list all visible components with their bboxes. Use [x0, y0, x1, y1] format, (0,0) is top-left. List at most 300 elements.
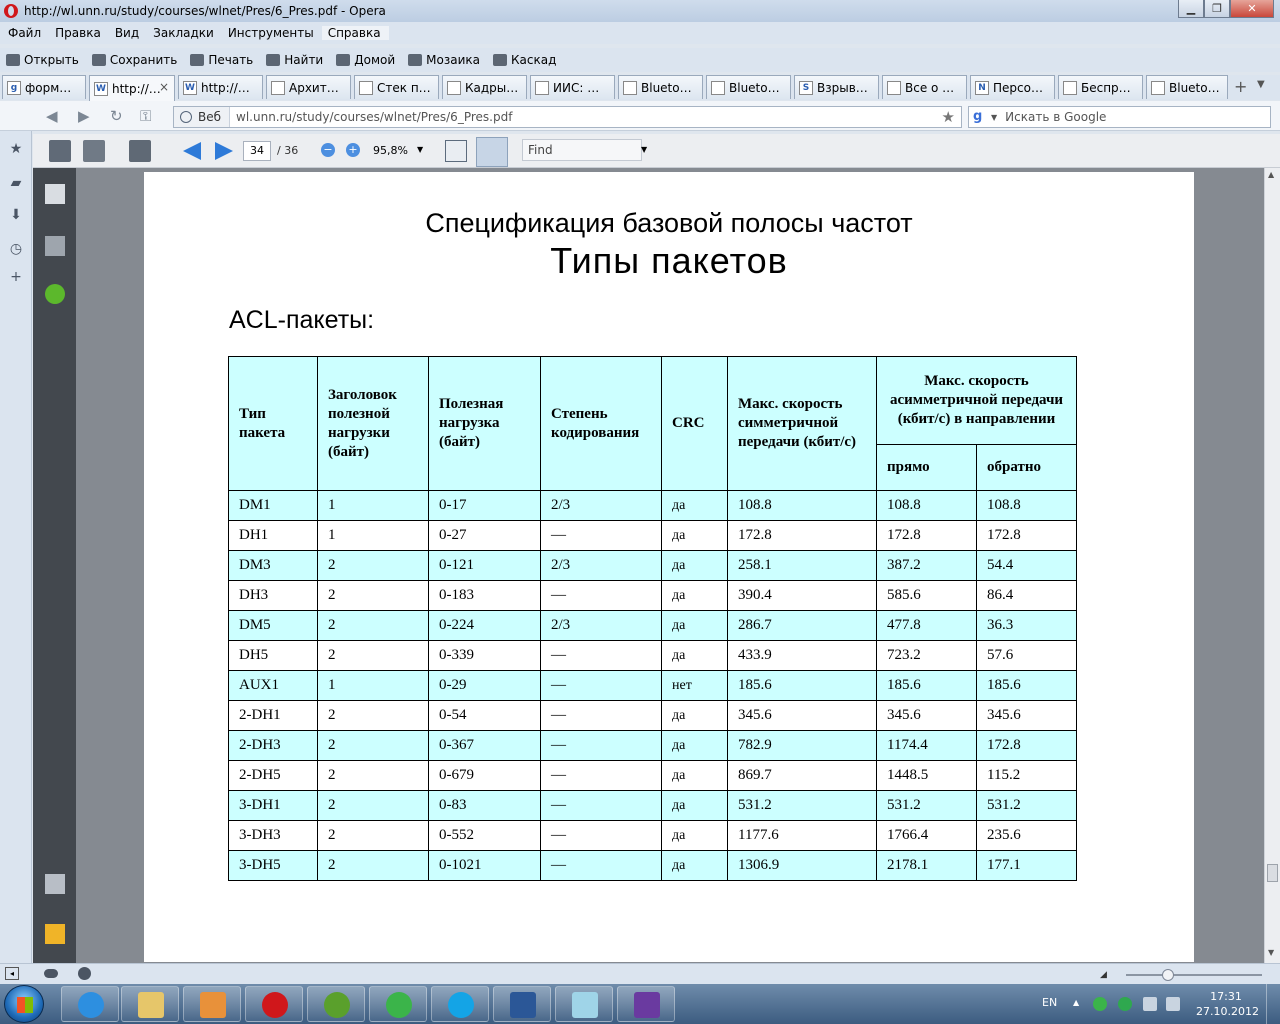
star-bookmark-icon[interactable]: ★ [941, 108, 955, 126]
tab-label: ИИС: … [553, 80, 600, 95]
cell-crc: да [662, 491, 728, 521]
personal-bar [0, 48, 1280, 72]
taskbar-mail-agent[interactable] [369, 986, 427, 1022]
notes-icon[interactable]: ▰ [10, 175, 22, 191]
windows-logo-icon [17, 997, 33, 1013]
home-label: Домой [354, 53, 396, 67]
header-payload: Полезная нагрузка (байт) [429, 357, 541, 491]
menu-view[interactable]: Вид [114, 26, 140, 40]
cell-symmetric: 286.7 [728, 611, 877, 641]
tab-label: Кадры… [465, 80, 519, 95]
history-clock-icon[interactable]: ◷ [9, 241, 23, 257]
tab-14[interactable] [1146, 75, 1228, 99]
page-number-input[interactable]: 34 [243, 141, 271, 161]
skype-icon [448, 992, 474, 1018]
cell-reverse: 115.2 [977, 761, 1077, 791]
cell-payload: 0-339 [429, 641, 541, 671]
menu-help[interactable]: Справка [322, 26, 389, 40]
tab-scroll-icon[interactable]: ▼ [1257, 79, 1265, 90]
tray-check-icon[interactable] [1093, 997, 1107, 1011]
comments-icon[interactable] [45, 924, 65, 944]
header-coding: Степень кодирования [541, 357, 662, 491]
header-crc: CRC [662, 357, 728, 491]
show-hidden-icons[interactable]: ▲ [1073, 998, 1080, 1007]
open-button[interactable] [6, 53, 79, 67]
clock-time: 17:31 [1210, 990, 1242, 1003]
url-text[interactable]: wl.unn.ru/study/courses/wlnet/Pres/6_Pres.pdf [236, 110, 513, 124]
zoom-dropdown-icon[interactable]: ▼ [417, 145, 424, 154]
taskbar-explorer[interactable] [121, 986, 179, 1022]
cell-crc: да [662, 701, 728, 731]
internet-explorer-icon [78, 992, 104, 1018]
cell-reverse: 345.6 [977, 701, 1077, 731]
find-dropdown-icon[interactable]: ▼ [641, 145, 648, 154]
cell-header-bytes: 1 [318, 521, 429, 551]
cell-reverse: 172.8 [977, 731, 1077, 761]
header-payload-header: Заголовок полезной нагрузки (байт) [318, 357, 429, 491]
taskbar [0, 984, 1280, 1024]
cell-coding: 2/3 [541, 611, 662, 641]
pdf-print-icon[interactable] [49, 140, 71, 162]
cell-symmetric: 258.1 [728, 551, 877, 581]
cell-type: 3-DH5 [229, 851, 318, 881]
downloads-icon[interactable]: ⬇ [10, 207, 22, 223]
table-row [229, 551, 1077, 581]
pdf-toolbar [33, 134, 1280, 168]
cell-coding: — [541, 731, 662, 761]
opera-logo-icon [4, 4, 18, 18]
taskbar-opera[interactable] [245, 986, 303, 1022]
save-icon [92, 54, 106, 66]
help-icon[interactable] [45, 284, 65, 304]
cell-type: 3-DH1 [229, 791, 318, 821]
maximize-button[interactable]: ❐ [1204, 0, 1230, 18]
cell-payload: 0-27 [429, 521, 541, 551]
tab-label: Blueto… [1169, 80, 1220, 95]
attachment-icon[interactable] [45, 874, 65, 894]
notes-icon [572, 992, 598, 1018]
cell-forward: 1766.4 [877, 821, 977, 851]
cell-symmetric: 172.8 [728, 521, 877, 551]
table-body [229, 491, 1077, 881]
cell-payload: 0-224 [429, 611, 541, 641]
cell-payload: 0-367 [429, 731, 541, 761]
menu-tools[interactable]: Инструменты [227, 26, 314, 40]
cell-payload: 0-54 [429, 701, 541, 731]
cell-coding: 2/3 [541, 491, 662, 521]
cell-header-bytes: 2 [318, 701, 429, 731]
cell-crc: да [662, 611, 728, 641]
opera-unite-icon[interactable] [44, 969, 58, 978]
table-row [229, 791, 1077, 821]
taskbar-skype[interactable] [431, 986, 489, 1022]
globe-icon [180, 111, 192, 123]
slide-title: Типы пакетов [550, 240, 788, 281]
cell-coding: — [541, 791, 662, 821]
cell-symmetric: 782.9 [728, 731, 877, 761]
zoom-in-icon[interactable]: + [346, 143, 360, 157]
utorrent-icon [324, 992, 350, 1018]
cascade-button[interactable] [493, 53, 556, 67]
cell-forward: 477.8 [877, 611, 977, 641]
reload-icon[interactable]: ↻ [110, 107, 123, 125]
s-site-icon: S [799, 81, 813, 95]
side-panel [0, 131, 32, 963]
scroll-up-icon[interactable]: ▲ [1268, 170, 1275, 179]
taskbar-utorrent[interactable] [307, 986, 365, 1022]
cell-reverse: 86.4 [977, 581, 1077, 611]
cell-reverse: 235.6 [977, 821, 1077, 851]
wl-site-icon: W [94, 82, 108, 96]
zoom-slider[interactable] [1126, 974, 1262, 976]
cell-symmetric: 185.6 [728, 671, 877, 701]
status-bar [0, 963, 1280, 984]
close-window-button[interactable]: ✕ [1230, 0, 1274, 18]
volume-icon[interactable] [1166, 997, 1180, 1011]
n-site-icon: N [975, 81, 989, 95]
home-button[interactable] [336, 53, 395, 67]
cell-crc: да [662, 551, 728, 581]
taskbar-djvu[interactable] [617, 986, 675, 1022]
cell-crc: да [662, 521, 728, 551]
print-button[interactable] [190, 53, 253, 67]
table-row [229, 491, 1077, 521]
tab-6[interactable] [442, 75, 527, 99]
tab-label: форм… [25, 80, 72, 95]
find-input[interactable]: Find [522, 139, 642, 161]
cell-crc: нет [662, 671, 728, 701]
table-row [229, 671, 1077, 701]
cell-type: DH5 [229, 641, 318, 671]
language-indicator[interactable]: EN [1042, 996, 1058, 1009]
back-icon[interactable]: ◀ [46, 107, 58, 125]
page-icon [1151, 81, 1165, 95]
cell-payload: 0-83 [429, 791, 541, 821]
cell-reverse: 36.3 [977, 611, 1077, 641]
turbo-icon[interactable] [78, 967, 91, 980]
cell-crc: да [662, 641, 728, 671]
page-icon [359, 81, 373, 95]
cell-header-bytes: 2 [318, 611, 429, 641]
menu-bookmarks[interactable]: Закладки [153, 26, 214, 40]
cell-forward: 185.6 [877, 671, 977, 701]
tab-13[interactable] [1058, 75, 1143, 99]
print-label: Печать [208, 53, 254, 67]
cell-payload: 0-121 [429, 551, 541, 581]
minimize-button[interactable]: ▁ [1178, 0, 1204, 18]
cell-symmetric: 433.9 [728, 641, 877, 671]
tab-label: Взрыв… [817, 80, 868, 95]
zoom-slider-handle[interactable] [1162, 969, 1174, 981]
cell-coding: — [541, 581, 662, 611]
cell-symmetric: 531.2 [728, 791, 877, 821]
new-tab-icon[interactable]: + [1234, 77, 1248, 96]
cell-reverse: 172.8 [977, 521, 1077, 551]
search-placeholder: Искать в Google [1005, 110, 1107, 124]
table-row [229, 761, 1077, 791]
pdf-share-icon[interactable] [129, 140, 151, 162]
cell-forward: 2178.1 [877, 851, 977, 881]
table-row [229, 731, 1077, 761]
cell-reverse: 531.2 [977, 791, 1077, 821]
google-icon: g [973, 109, 983, 124]
cell-symmetric: 869.7 [728, 761, 877, 791]
title-bar [0, 0, 1280, 22]
address-field[interactable] [173, 106, 962, 128]
tile-button[interactable] [408, 53, 480, 67]
zoom-level[interactable]: 95,8% [373, 144, 408, 157]
word-icon [510, 992, 536, 1018]
cell-header-bytes: 2 [318, 731, 429, 761]
tab-label: Стек п… [377, 80, 431, 95]
cell-coding: 2/3 [541, 551, 662, 581]
tab-2-active[interactable] [89, 75, 175, 101]
cell-crc: да [662, 581, 728, 611]
cell-type: 2-DH1 [229, 701, 318, 731]
cell-coding: — [541, 641, 662, 671]
tab-3[interactable] [178, 75, 263, 99]
cell-forward: 387.2 [877, 551, 977, 581]
tab-label: Беспр… [1081, 80, 1131, 95]
cell-coding: — [541, 761, 662, 791]
cell-type: DH3 [229, 581, 318, 611]
next-page-icon[interactable] [215, 142, 233, 160]
mail-agent-icon [386, 992, 412, 1018]
cell-coding: — [541, 821, 662, 851]
cell-crc: да [662, 851, 728, 881]
cell-symmetric: 345.6 [728, 701, 877, 731]
cell-header-bytes: 2 [318, 851, 429, 881]
printer-icon [190, 54, 204, 66]
header-forward: прямо [877, 445, 977, 491]
tab-9[interactable] [706, 75, 791, 99]
cell-forward: 172.8 [877, 521, 977, 551]
scroll-thumb[interactable] [1267, 864, 1278, 882]
cell-forward: 345.6 [877, 701, 977, 731]
cell-type: 3-DH3 [229, 821, 318, 851]
search-icon [266, 54, 280, 66]
cell-type: AUX1 [229, 671, 318, 701]
tab-label: Все о … [905, 80, 955, 95]
menu-file[interactable]: Файл [8, 26, 42, 40]
tile-label: Мозаика [426, 53, 480, 67]
header-symmetric-rate: Макс. скорость симметричной передачи (кбит/с) [728, 357, 877, 491]
cell-header-bytes: 2 [318, 641, 429, 671]
address-bar [0, 101, 1280, 131]
cell-type: 2-DH5 [229, 761, 318, 791]
cascade-icon [493, 54, 507, 66]
page-icon [887, 81, 901, 95]
network-icon[interactable] [1143, 997, 1157, 1011]
opera-icon [262, 992, 288, 1018]
window-title: http://wl.unn.ru/study/courses/wlnet/Pres/6_Pres.pdf - Opera [24, 4, 386, 18]
window-controls [1178, 0, 1274, 18]
site-icon [623, 81, 637, 95]
cell-payload: 0-1021 [429, 851, 541, 881]
tile-icon [408, 54, 422, 66]
cell-header-bytes: 2 [318, 791, 429, 821]
cell-forward: 585.6 [877, 581, 977, 611]
cell-header-bytes: 1 [318, 671, 429, 701]
cell-crc: да [662, 731, 728, 761]
cell-header-bytes: 2 [318, 551, 429, 581]
cell-coding: — [541, 851, 662, 881]
scroll-down-icon[interactable]: ▼ [1268, 948, 1275, 957]
cell-forward: 1174.4 [877, 731, 977, 761]
taskbar-notes[interactable] [555, 986, 613, 1022]
cell-symmetric: 1306.9 [728, 851, 877, 881]
tab-11[interactable] [882, 75, 967, 99]
tab-10[interactable] [794, 75, 879, 99]
pdf-canvas [76, 168, 1264, 963]
page-icon [271, 81, 285, 95]
menu-edit[interactable]: Правка [55, 26, 101, 40]
panel-toggle-icon[interactable]: ◂ [5, 967, 19, 980]
tab-5[interactable] [354, 75, 439, 99]
clock[interactable] [1196, 989, 1259, 1019]
search-field[interactable] [968, 106, 1271, 128]
save-button[interactable] [92, 53, 178, 67]
cell-reverse: 185.6 [977, 671, 1077, 701]
section-heading: ACL-пакеты: [229, 306, 375, 334]
folder-icon [138, 992, 164, 1018]
cell-forward: 108.8 [877, 491, 977, 521]
zoom-out-icon[interactable]: − [321, 143, 335, 157]
binoculars-icon[interactable] [45, 236, 65, 256]
cell-payload: 0-17 [429, 491, 541, 521]
cell-type: DM1 [229, 491, 318, 521]
key-icon[interactable]: ⚿ [140, 107, 152, 125]
pdf-sidebar [33, 168, 76, 963]
tray-mail-icon[interactable] [1118, 997, 1132, 1011]
slide-subtitle: Спецификация базовой полосы частот [425, 208, 913, 238]
cell-payload: 0-29 [429, 671, 541, 701]
cell-reverse: 108.8 [977, 491, 1077, 521]
tab-label: Персо… [993, 80, 1043, 95]
fit-page-icon[interactable] [476, 137, 508, 167]
forward-icon[interactable]: ▶ [78, 107, 90, 125]
tab-12[interactable] [970, 75, 1055, 99]
acl-packets-table [228, 356, 1077, 881]
cell-coding: — [541, 701, 662, 731]
start-button[interactable] [4, 985, 44, 1023]
page-icon [711, 81, 725, 95]
add-panel-icon[interactable]: + [10, 269, 22, 285]
cell-payload: 0-183 [429, 581, 541, 611]
table-header-row [229, 357, 1077, 445]
wl-site-icon: W [183, 81, 197, 95]
cell-reverse: 54.4 [977, 551, 1077, 581]
folder-icon [6, 54, 20, 66]
cell-reverse: 177.1 [977, 851, 1077, 881]
cell-type: 2-DH3 [229, 731, 318, 761]
tab-label: Blueto… [729, 80, 780, 95]
tab-label: http://… [112, 81, 161, 96]
tab-label: Архит… [289, 80, 339, 95]
cell-forward: 723.2 [877, 641, 977, 671]
tab-1[interactable] [2, 75, 86, 99]
pages-icon[interactable] [45, 184, 65, 204]
tab-8[interactable] [618, 75, 703, 99]
cell-header-bytes: 1 [318, 491, 429, 521]
media-player-icon [200, 992, 226, 1018]
web-badge[interactable] [174, 107, 230, 127]
pdf-page [144, 172, 1194, 962]
header-reverse: обратно [977, 445, 1077, 491]
linux-icon [1063, 81, 1077, 95]
table-row [229, 851, 1077, 881]
web-label: Веб [198, 110, 222, 124]
cell-coding: — [541, 521, 662, 551]
tab-label: http://… [201, 80, 250, 95]
cell-coding: — [541, 671, 662, 701]
table-row [229, 701, 1077, 731]
table-row [229, 821, 1077, 851]
cell-header-bytes: 2 [318, 581, 429, 611]
table-row [229, 581, 1077, 611]
taskbar-media-player[interactable] [183, 986, 241, 1022]
cell-reverse: 57.6 [977, 641, 1077, 671]
chevron-down-icon[interactable]: ▼ [991, 112, 998, 122]
vertical-scrollbar[interactable] [1264, 168, 1280, 963]
cell-type: DH1 [229, 521, 318, 551]
taskbar-ie[interactable] [61, 986, 119, 1022]
zoom-triangle-icon: ◢ [1100, 970, 1107, 980]
page-total: / 36 [277, 144, 299, 157]
previous-page-icon[interactable] [183, 142, 201, 160]
home-icon [336, 54, 350, 66]
page-icon [535, 81, 549, 95]
table-row [229, 611, 1077, 641]
google-icon: g [7, 81, 21, 95]
tab-bar [0, 75, 1280, 100]
cell-type: DM3 [229, 551, 318, 581]
tab-7[interactable] [530, 75, 615, 99]
cell-forward: 1448.5 [877, 761, 977, 791]
tab-label: Blueto… [641, 80, 692, 95]
cascade-label: Каскад [511, 53, 557, 67]
find-label: Найти [284, 53, 324, 67]
cell-header-bytes: 2 [318, 821, 429, 851]
cell-symmetric: 1177.6 [728, 821, 877, 851]
cell-symmetric: 108.8 [728, 491, 877, 521]
cell-crc: да [662, 821, 728, 851]
menu-bar [0, 22, 1280, 44]
tab-4[interactable] [266, 75, 351, 99]
find-button[interactable] [266, 53, 323, 67]
close-tab-icon[interactable]: × [158, 80, 169, 94]
show-desktop-button[interactable] [1266, 984, 1280, 1024]
save-label: Сохранить [109, 53, 178, 67]
open-label: Открыть [24, 53, 79, 67]
cell-crc: да [662, 791, 728, 821]
fit-width-icon[interactable] [445, 140, 467, 162]
table-row [229, 521, 1077, 551]
pdf-save-icon[interactable] [83, 140, 105, 162]
cell-type: DM5 [229, 611, 318, 641]
cell-crc: да [662, 761, 728, 791]
taskbar-word[interactable] [493, 986, 551, 1022]
cell-symmetric: 390.4 [728, 581, 877, 611]
header-asymmetric-rate: Макс. скорость асимметричной передачи (кбит/с) в направлении [877, 357, 1077, 445]
bookmarks-star-icon[interactable]: ★ [9, 141, 23, 157]
cell-header-bytes: 2 [318, 761, 429, 791]
cell-forward: 531.2 [877, 791, 977, 821]
page-icon [447, 81, 461, 95]
cell-payload: 0-552 [429, 821, 541, 851]
header-type: Тип пакета [229, 357, 318, 491]
cell-payload: 0-679 [429, 761, 541, 791]
